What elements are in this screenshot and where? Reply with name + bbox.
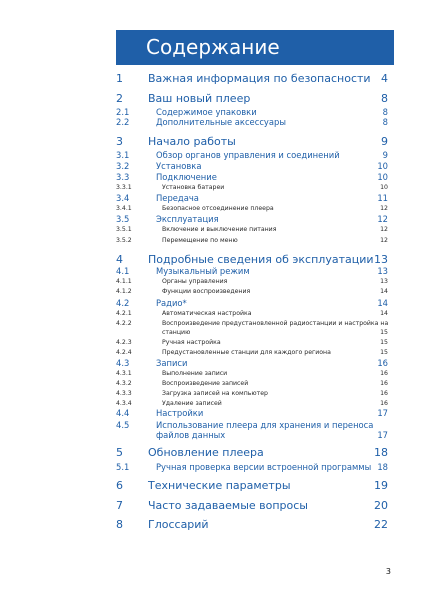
toc-entry-number: 4.4 <box>116 408 130 418</box>
toc-entry-page: 16 <box>380 370 388 377</box>
toc-entry-number: 3.3 <box>116 172 130 182</box>
toc-entry[interactable] <box>0 236 421 245</box>
toc-entry[interactable] <box>0 287 421 296</box>
toc-entry-page: 14 <box>377 298 388 308</box>
toc-entry-title: Установка батареи <box>162 184 225 191</box>
toc-entry[interactable] <box>0 358 421 369</box>
toc-entry-title: Автоматическая настройка <box>162 310 252 317</box>
toc-entry-page: 15 <box>380 349 388 356</box>
toc-entry-title: Предустановленные станции для каждого региона <box>162 349 331 356</box>
toc-entry[interactable] <box>0 266 421 277</box>
toc-entry-title: Глоссарий <box>148 518 209 531</box>
toc-entry-title: Музыкальный режим <box>156 266 250 276</box>
toc-entry-title: Часто задаваемые вопросы <box>148 499 308 512</box>
toc-entry[interactable] <box>0 379 421 388</box>
toc-entry-title: Функции воспроизведения <box>162 288 251 295</box>
toc-entry[interactable] <box>0 298 421 309</box>
toc-entry-page: 11 <box>377 193 388 203</box>
toc-entry-page: 15 <box>380 339 388 346</box>
toc-entry-page: 9 <box>382 150 388 160</box>
toc-entry-page: 12 <box>377 214 388 224</box>
toc-entry-number: 4.3.4 <box>116 400 132 407</box>
toc-entry-page: 12 <box>380 205 388 212</box>
toc-entry-number: 6 <box>116 479 123 492</box>
toc-entry-page: 14 <box>380 310 388 317</box>
toc-entry-page: 18 <box>377 462 388 472</box>
toc-entry-title: Важная информация по безопасности <box>148 72 371 85</box>
toc-entry[interactable] <box>0 499 421 513</box>
toc-entry-title: Обзор органов управления и соединений <box>156 150 340 160</box>
toc-entry-number: 4.3.2 <box>116 380 132 387</box>
toc-entry-title: Содержимое упаковки <box>156 107 257 117</box>
toc-entry-title: Ручная настройка <box>162 339 221 346</box>
toc-entry[interactable] <box>0 479 421 493</box>
toc-entry-number: 3.2 <box>116 161 130 171</box>
toc-entry-number: 1 <box>116 72 123 85</box>
toc-entry-page: 10 <box>377 161 388 171</box>
toc-entry-page: 16 <box>380 400 388 407</box>
toc-entry-page: 13 <box>374 253 388 266</box>
toc-entry-number: 4.2.4 <box>116 349 132 356</box>
toc-entry-title: Безопасное отсоединение плеера <box>162 205 274 212</box>
toc-entry-title: Установка <box>156 161 202 171</box>
toc-entry[interactable] <box>0 214 421 225</box>
toc-entry[interactable] <box>0 518 421 532</box>
toc-entry[interactable] <box>0 225 421 234</box>
toc-entry-title: Перемещение по меню <box>162 237 238 244</box>
toc-entry-title: Обновление плеера <box>148 446 264 459</box>
toc-entry-page: 18 <box>374 446 388 459</box>
page-number: 3 <box>385 567 391 576</box>
toc-entry[interactable] <box>0 399 421 408</box>
toc-entry-title: Удаление записей <box>162 400 222 407</box>
toc-entry[interactable] <box>0 135 421 149</box>
toc-entry-title: Ваш новый плеер <box>148 92 251 105</box>
toc-entry-title: Включение и выключение питания <box>162 226 277 233</box>
toc-entry[interactable] <box>0 319 421 337</box>
toc-entry-page: 8 <box>381 92 388 105</box>
toc-entry-title: Ручная проверка версии встроенной программы <box>156 462 372 472</box>
toc-entry-title: Загрузка записей на компьютер <box>162 390 268 397</box>
toc-entry[interactable] <box>0 117 421 128</box>
toc-entry[interactable] <box>0 161 421 172</box>
toc-entry-page: 14 <box>380 288 388 295</box>
toc-entry-page: 13 <box>377 266 388 276</box>
toc-entry-number: 4.2.2 <box>116 320 132 327</box>
toc-entry[interactable] <box>0 193 421 204</box>
toc-entry-title: Радио* <box>156 298 187 308</box>
toc-entry-number: 3 <box>116 135 123 148</box>
toc-entry-title: Дополнительные аксессуары <box>156 117 286 127</box>
toc-entry-number: 3.3.1 <box>116 184 132 191</box>
toc-entry-page: 16 <box>380 380 388 387</box>
toc-entry-title: Органы управления <box>162 278 228 285</box>
toc-entry-page: 12 <box>380 226 388 233</box>
toc-entry-number: 3.5.2 <box>116 237 132 244</box>
toc-entry-page: 17 <box>377 430 388 440</box>
toc-entry-number: 4.3.3 <box>116 390 132 397</box>
toc-entry-page: 13 <box>380 278 388 285</box>
toc-entry-number: 3.5.1 <box>116 226 132 233</box>
toc-entry[interactable] <box>0 420 421 440</box>
toc-entry-title: Воспроизведение предустановленной радиостанции и настройка на станцию <box>162 320 389 336</box>
toc-entry-number: 8 <box>116 518 123 531</box>
toc-entry-page: 10 <box>377 172 388 182</box>
toc-entry-title: Записи <box>156 358 188 368</box>
toc-entry-number: 3.4 <box>116 193 130 203</box>
toc-entry[interactable] <box>0 172 421 183</box>
toc-entry[interactable] <box>0 338 421 347</box>
toc-entry[interactable] <box>0 92 421 106</box>
toc-entry-page: 17 <box>377 408 388 418</box>
toc-entry-title: Передача <box>156 193 199 203</box>
toc-entry-title: Воспроизведение записей <box>162 380 249 387</box>
toc-entry-number: 2.2 <box>116 117 130 127</box>
toc-entry[interactable] <box>0 150 421 161</box>
toc-entry-title: Эксплуатация <box>156 214 219 224</box>
page-title: Содержание <box>146 35 280 59</box>
toc-entry-page: 19 <box>374 479 388 492</box>
toc-entry-page: 10 <box>380 184 388 191</box>
toc-entry[interactable] <box>0 183 421 192</box>
toc-entry-number: 4.3 <box>116 358 130 368</box>
toc-entry[interactable] <box>0 389 421 398</box>
toc-entry-title: Начало работы <box>148 135 236 148</box>
toc-entry-page: 15 <box>380 329 388 336</box>
toc-entry-page: 9 <box>381 135 388 148</box>
toc-entry-page: 4 <box>381 72 388 85</box>
toc-entry-number: 2.1 <box>116 107 130 117</box>
toc-entry-title: Выполнение записи <box>162 370 228 377</box>
toc-entry-title: Использование плеера для хранения и переноса файлов данных <box>156 420 374 440</box>
toc-entry[interactable] <box>0 348 421 357</box>
toc-entry-number: 4.5 <box>116 420 130 430</box>
toc-entry-page: 8 <box>382 107 388 117</box>
toc-entry-number: 4.2.1 <box>116 310 132 317</box>
toc-entry-title: Настройки <box>156 408 204 418</box>
toc-entry[interactable] <box>0 462 421 473</box>
toc-entry[interactable] <box>0 309 421 318</box>
toc-entry-page: 20 <box>374 499 388 512</box>
toc-entry-title: Технические параметры <box>148 479 291 492</box>
toc-entry-number: 4 <box>116 253 123 266</box>
toc-entry[interactable] <box>0 446 421 460</box>
toc-entry-page: 8 <box>382 117 388 127</box>
toc-entry-number: 3.5 <box>116 214 130 224</box>
toc-entry-number: 4.1 <box>116 266 130 276</box>
toc-entry-page: 22 <box>374 518 388 531</box>
toc-entry-page: 16 <box>380 390 388 397</box>
toc-entry-title: Подключение <box>156 172 217 182</box>
toc-entry-number: 4.1.1 <box>116 278 132 285</box>
toc-entry-page: 16 <box>377 358 388 368</box>
toc-entry-number: 3.1 <box>116 150 130 160</box>
toc-entry-number: 5 <box>116 446 123 459</box>
toc-entry-number: 4.2.3 <box>116 339 132 346</box>
toc-entry[interactable] <box>0 204 421 213</box>
toc-entry[interactable] <box>0 277 421 286</box>
toc-entry-number: 2 <box>116 92 123 105</box>
toc-entry[interactable] <box>0 72 421 86</box>
toc-entry-title: Подробные сведения об эксплуатации <box>148 253 374 266</box>
toc-entry-number: 4.3.1 <box>116 370 132 377</box>
toc-entry[interactable] <box>0 253 421 267</box>
toc-entry-number: 5.1 <box>116 462 130 472</box>
toc-entry-number: 3.4.1 <box>116 205 132 212</box>
toc-entry[interactable] <box>0 408 421 419</box>
toc-entry-number: 4.2 <box>116 298 130 308</box>
toc-entry-number: 7 <box>116 499 123 512</box>
toc-entry[interactable] <box>0 369 421 378</box>
toc-entry-number: 4.1.2 <box>116 288 132 295</box>
toc-entry-page: 12 <box>380 237 388 244</box>
